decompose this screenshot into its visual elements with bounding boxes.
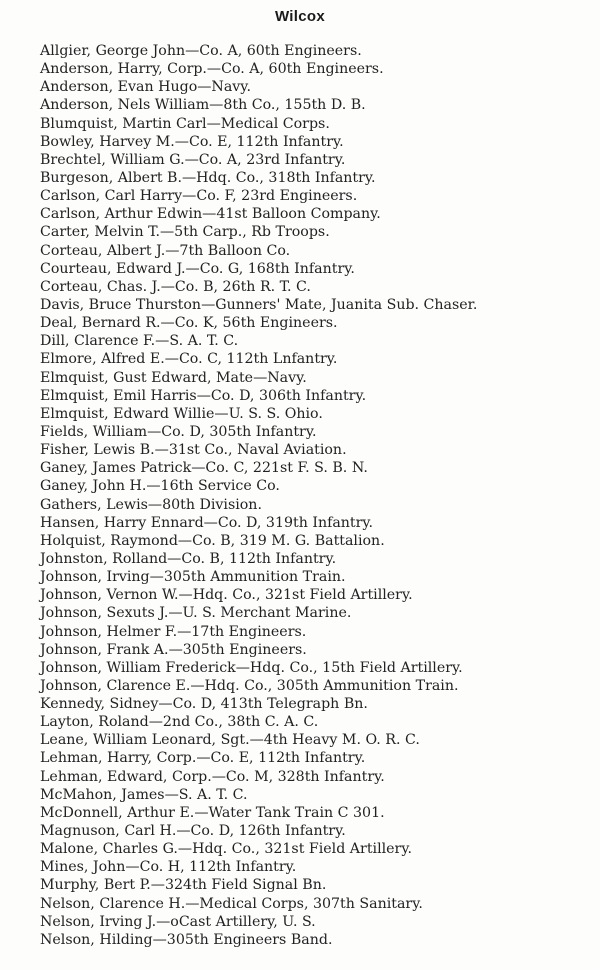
roster-entry: Carlson, Arthur Edwin—41st Balloon Company. [40, 206, 381, 223]
roster-entry: Allgier, George John—Co. A, 60th Engineers. [40, 43, 362, 59]
roster-entry: Fields, William—Co. D, 305th Infantry. [40, 423, 317, 440]
roster-entry: Johnson, Irving—305th Ammunition Train. [40, 569, 346, 586]
roster-entry: Lehman, Edward, Corp.—Co. M, 328th Infantry. [40, 768, 385, 785]
roster-entry: Malone, Charles G.—Hdq. Co., 321st Field Artillery. [40, 841, 412, 858]
roster-list [40, 42, 592, 949]
roster-entry: Burgeson, Albert B.—Hdq. Co., 318th Infantry. [40, 169, 376, 186]
roster-entry: Carter, Melvin T.—5th Carp., Rb Troops. [40, 224, 330, 241]
roster-entry: Lehman, Harry, Corp.—Co. E, 112th Infantry. [40, 750, 366, 767]
roster-entry: Deal, Bernard R.—Co. K, 56th Engineers. [40, 315, 338, 332]
roster-entry: Anderson, Harry, Corp.—Co. A, 60th Engineers. [40, 61, 384, 78]
roster-entry: Brechtel, William G.—Co. A, 23rd Infantry. [40, 151, 346, 168]
roster-entry: Holquist, Raymond—Co. B, 319 M. G. Battalion. [40, 532, 385, 549]
roster-entry: Johnson, Frank A.—305th Engineers. [40, 641, 307, 658]
roster-entry: Corteau, Albert J.—7th Balloon Co. [40, 242, 291, 259]
roster-entry: Anderson, Evan Hugo—Navy. [40, 79, 251, 96]
roster-entry: Bowley, Harvey M.—Co. E, 112th Infantry. [40, 133, 344, 150]
roster-entry: Johnson, Helmer F.—17th Engineers. [40, 623, 307, 640]
roster-entry: Davis, Bruce Thurston—Gunners' Mate, Juanita Sub. Chaser. [40, 296, 478, 313]
roster-entry: Johnston, Rolland—Co. B, 112th Infantry. [40, 550, 337, 567]
roster-entry: Nelson, Irving J.—oCast Artillery, U. S. [40, 913, 316, 930]
roster-entry: Dill, Clarence F.—S. A. T. C. [40, 333, 239, 350]
roster-entry: Elmquist, Gust Edward, Mate—Navy. [40, 369, 307, 386]
roster-entry: Anderson, Nels William—8th Co., 155th D. B. [40, 97, 366, 114]
roster-entry: Gathers, Lewis—80th Division. [40, 496, 262, 513]
roster-entry: Murphy, Bert P.—324th Field Signal Bn. [40, 877, 327, 894]
roster-entry: Johnson, Vernon W.—Hdq. Co., 321st Field Artillery. [40, 587, 413, 604]
section-heading: Wilcox [274, 8, 325, 25]
roster-entry: Blumquist, Martin Carl—Medical Corps. [40, 115, 330, 132]
roster-entry: Carlson, Carl Harry—Co. F, 23rd Engineers. [40, 188, 358, 205]
roster-entry: Ganey, James Patrick—Co. C, 221st F. S. B. N. [40, 460, 368, 477]
roster-entry: Leane, William Leonard, Sgt.—4th Heavy M. O. R. C. [40, 732, 420, 749]
roster-entry: Johnson, William Frederick—Hdq. Co., 15th Field Artillery. [40, 659, 463, 676]
roster-entry: Nelson, Clarence H.—Medical Corps, 307th Sanitary. [40, 895, 423, 912]
roster-entry: Corteau, Chas. J.—Co. B, 26th R. T. C. [40, 278, 311, 295]
roster-entry: Elmquist, Edward Willie—U. S. S. Ohio. [40, 405, 323, 422]
roster-entry: Courteau, Edward J.—Co. G, 168th Infantry. [40, 260, 355, 277]
roster-entry: Magnuson, Carl H.—Co. D, 126th Infantry. [40, 823, 346, 840]
roster-entry: Nelson, Hilding—305th Engineers Band. [40, 931, 333, 948]
roster-entry: Mines, John—Co. H, 112th Infantry. [40, 859, 297, 876]
roster-entry: Kennedy, Sidney—Co. D, 413th Telegraph Bn. [40, 696, 368, 713]
roster-entry: Johnson, Clarence E.—Hdq. Co., 305th Ammunition Train. [40, 677, 459, 694]
roster-entry: McMahon, James—S. A. T. C. [40, 786, 248, 803]
roster-entry: Layton, Roland—2nd Co., 38th C. A. C. [40, 714, 319, 731]
roster-entry: McDonnell, Arthur E.—Water Tank Train C 301. [40, 804, 385, 821]
roster-entry: Hansen, Harry Ennard—Co. D, 319th Infantry. [40, 514, 374, 531]
roster-entry: Elmore, Alfred E.—Co. C, 112th Lnfantry. [40, 351, 338, 368]
roster-entry: Fisher, Lewis B.—31st Co., Naval Aviation. [40, 442, 347, 459]
roster-entry: Johnson, Sexuts J.—U. S. Merchant Marine. [40, 605, 352, 622]
roster-entry: Elmquist, Emil Harris—Co. D, 306th Infantry. [40, 387, 367, 404]
roster-entry: Ganey, John H.—16th Service Co. [40, 478, 280, 495]
